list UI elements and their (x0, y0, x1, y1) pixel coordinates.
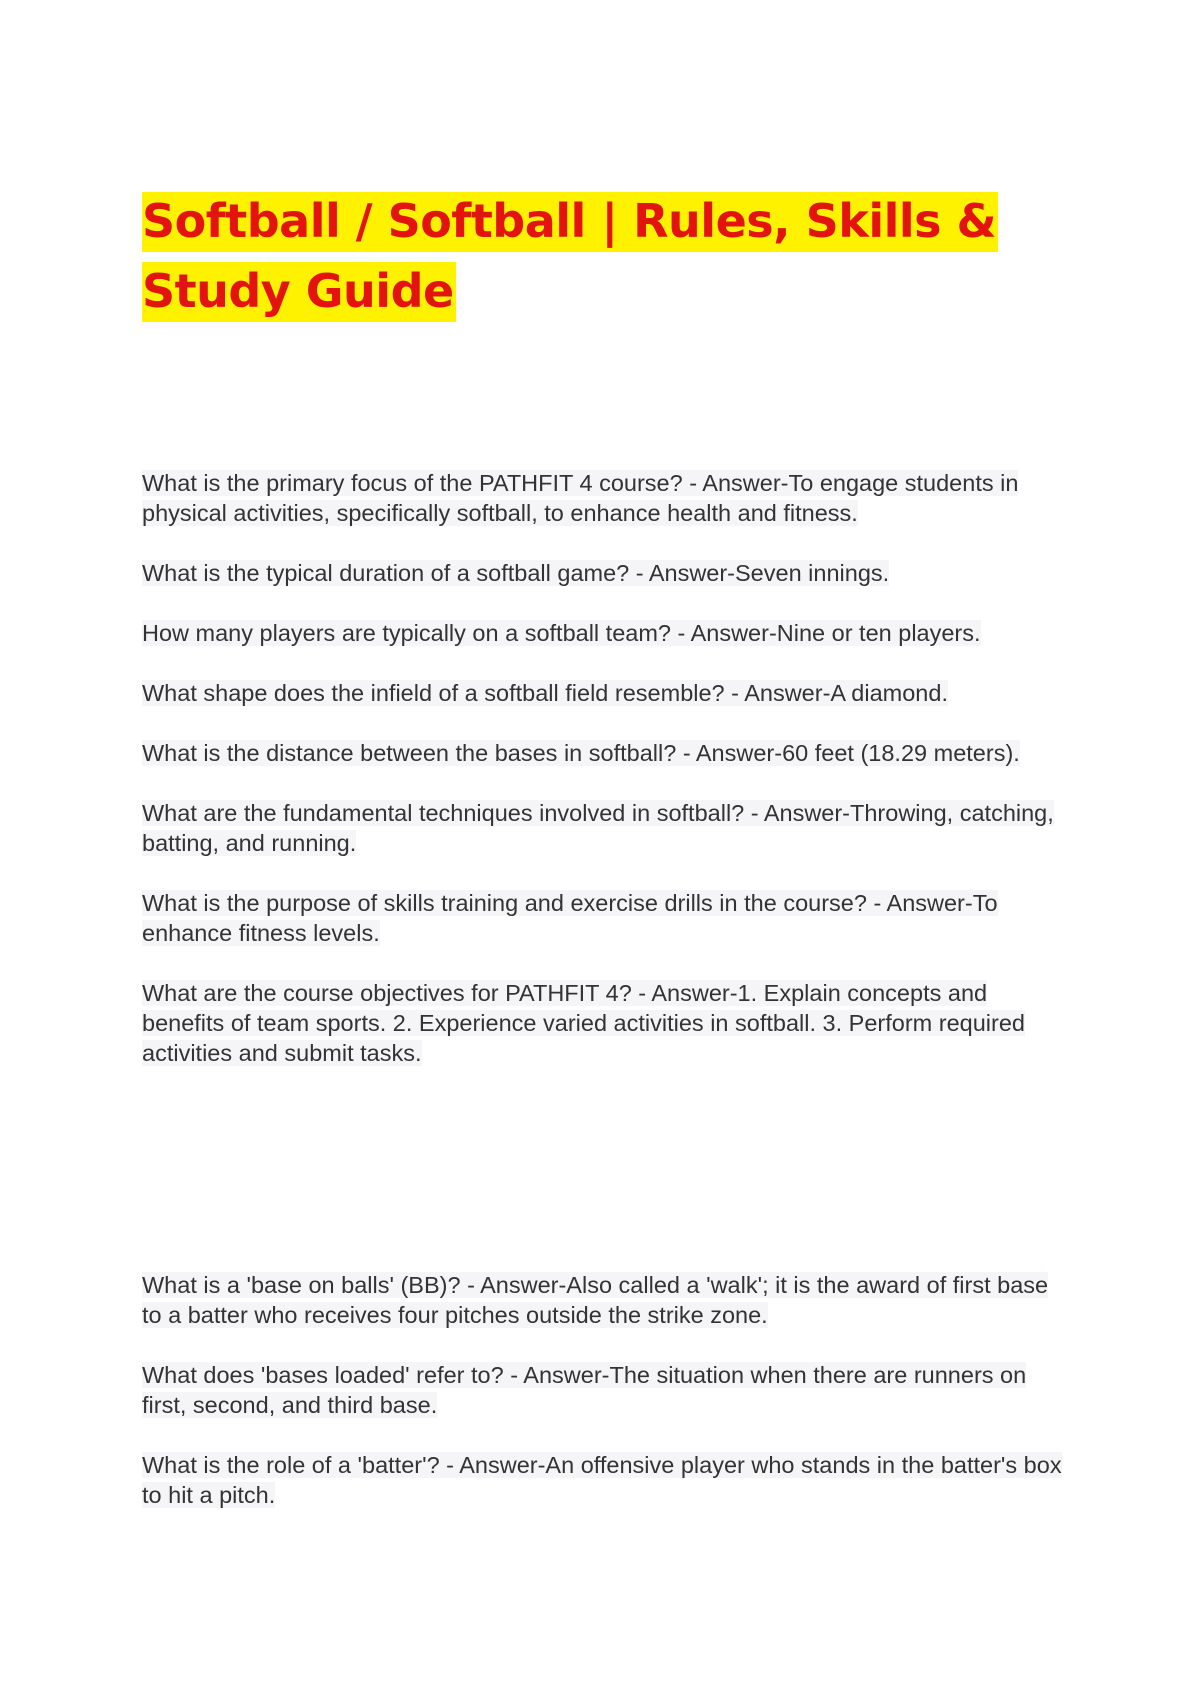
qa-item: What shape does the infield of a softball field resemble? - Answer-A diamond. (142, 680, 948, 706)
qa-item: How many players are typically on a softball team? - Answer-Nine or ten players. (142, 620, 981, 646)
qa-item: What is the purpose of skills training and exercise drills in the course? - Answer-To enhance fitness levels. (142, 890, 998, 946)
qa-item: What are the course objectives for PATHFIT 4? - Answer-1. Explain concepts and benefits of team sports. 2. Experience varied activities in softball. 3. Perform required activities and submit tasks. (142, 980, 1025, 1066)
title-highlight: Softball / Softball | Rules, Skills & Study Guide (142, 192, 998, 322)
qa-section-1 (142, 468, 1062, 1098)
qa-item: What does 'bases loaded' refer to? - Answer-The situation when there are runners on first, second, and third base. (142, 1362, 1027, 1418)
qa-item: What are the fundamental techniques involved in softball? - Answer-Throwing, catching, batting, and running. (142, 800, 1054, 856)
qa-item: What is the primary focus of the PATHFIT 4 course? - Answer-To engage students in physical activities, specifically softball, to enhance health and fitness. (142, 470, 1019, 526)
qa-section-2 (142, 1270, 1062, 1540)
document-title (142, 186, 1042, 326)
qa-item: What is the distance between the bases in softball? - Answer-60 feet (18.29 meters). (142, 740, 1020, 766)
qa-item: What is a 'base on balls' (BB)? - Answer-Also called a 'walk'; it is the award of first base to a batter who receives four pitches outside the strike zone. (142, 1272, 1049, 1328)
qa-item: What is the typical duration of a softball game? - Answer-Seven innings. (142, 560, 890, 586)
qa-item: What is the role of a 'batter'? - Answer-An offensive player who stands in the batter's box to hit a pitch. (142, 1452, 1062, 1508)
